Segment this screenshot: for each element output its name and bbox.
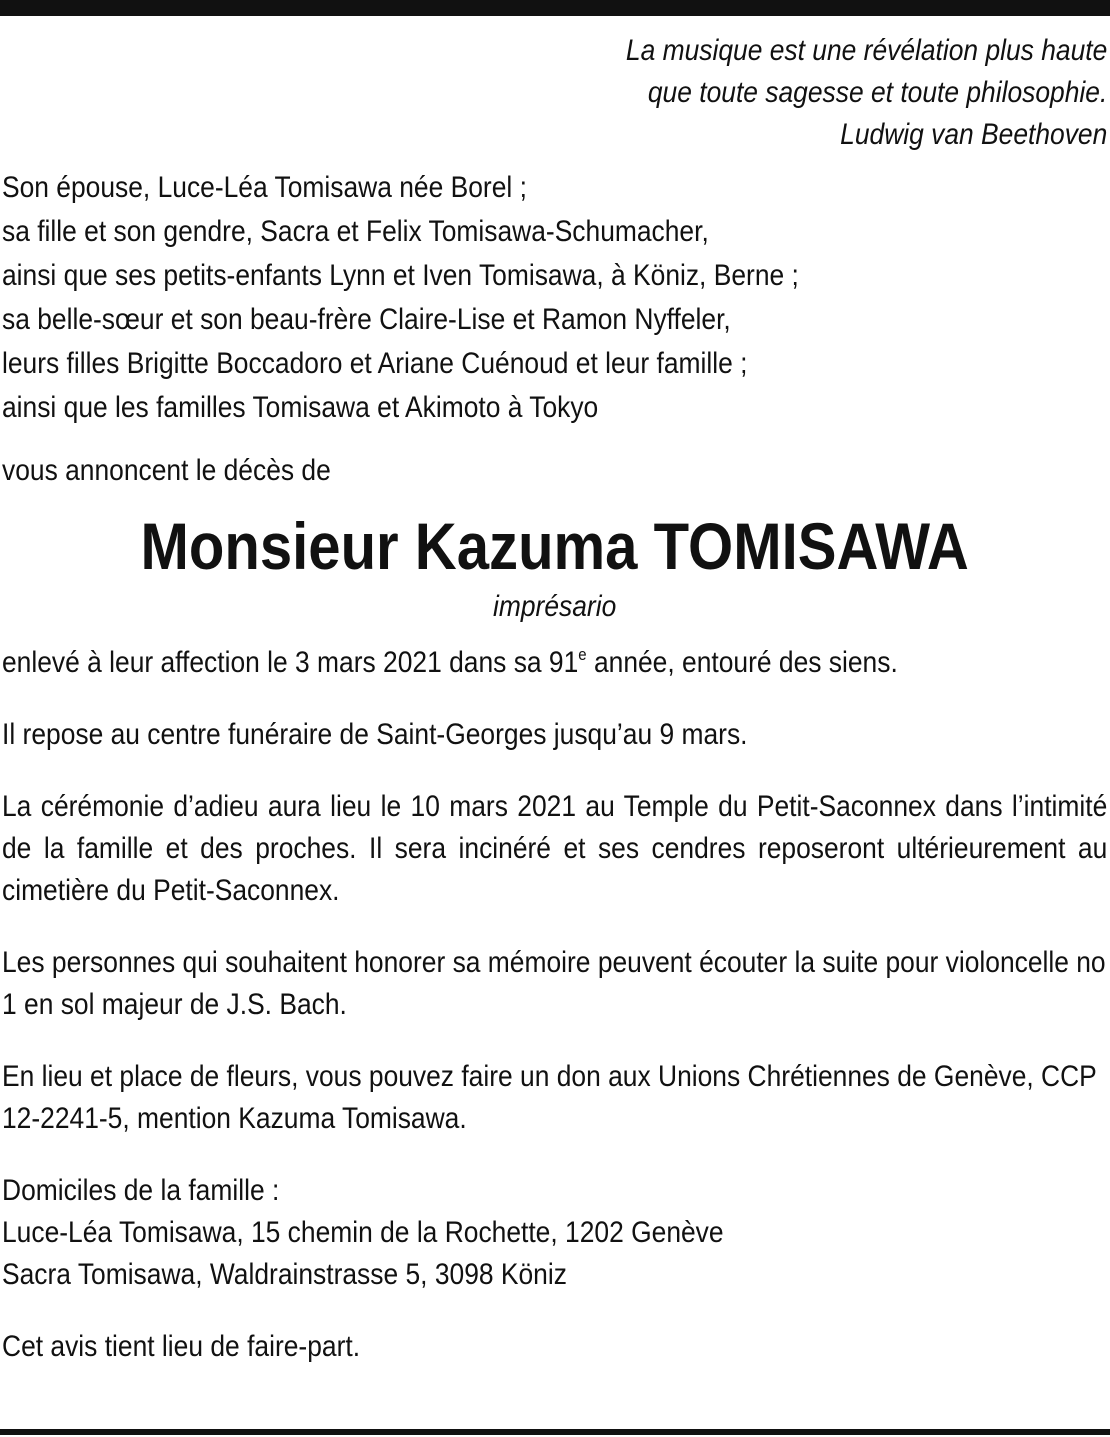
announcement: vous annoncent le décès de — [2, 454, 331, 487]
domicile-line: Sacra Tomisawa, Waldrainstrasse 5, 3098 Köniz — [2, 1258, 567, 1291]
death-statement — [2, 642, 1107, 684]
notice-content — [2, 30, 1107, 1368]
ceremony-paragraph: La cérémonie d’adieu aura lieu le 10 mars 2021 au Temple du Petit-Saconnex dans l’intimité de la famille et des proches. Il sera incinéré et ses cendres reposeront ultérieurement au cimetière du Petit-Saconnex. — [2, 790, 1108, 907]
top-rule — [0, 0, 1110, 16]
epigraph-quote — [2, 30, 1107, 156]
family-list — [2, 166, 1107, 430]
bottom-rule — [0, 1429, 1110, 1435]
family-line: sa belle-sœur et son beau-frère Claire-Lise et Ramon Nyffeler, — [2, 303, 731, 336]
family-line: sa fille et son gendre, Sacra et Felix Tomisawa-Schumacher, — [2, 215, 709, 248]
family-line: ainsi que ses petits-enfants Lynn et Iven Tomisawa, à Köniz, Berne ; — [2, 259, 799, 292]
family-line: Son épouse, Luce-Léa Tomisawa née Borel ; — [2, 171, 527, 204]
repose-paragraph: Il repose au centre funéraire de Saint-Georges jusqu’au 9 mars. — [2, 718, 748, 751]
family-line: leurs filles Brigitte Boccadoro et Ariane Cuénoud et leur famille ; — [2, 347, 748, 380]
death-text-after: année, entouré des siens. — [586, 646, 898, 679]
death-text-before: enlevé à leur affection le 3 mars 2021 dans sa 91 — [2, 646, 579, 679]
domiciles-title: Domiciles de la famille : — [2, 1174, 280, 1207]
closing-line: Cet avis tient lieu de faire-part. — [2, 1330, 361, 1363]
deceased-name: Monsieur Kazuma TOMISAWA — [140, 509, 969, 583]
domicile-line: Luce-Léa Tomisawa, 15 chemin de la Rochette, 1202 Genève — [2, 1216, 724, 1249]
quote-author: Ludwig van Beethoven — [840, 118, 1108, 151]
domiciles-section — [2, 1170, 1107, 1296]
donation-paragraph: En lieu et place de fleurs, vous pouvez faire un don aux Unions Chrétiennes de Genève, CCP 12-2241-5, mention Kazuma Tomisawa. — [2, 1060, 1097, 1135]
ordinal-suffix: e — [578, 645, 587, 664]
quote-line-1: La musique est une révélation plus haute — [625, 34, 1108, 67]
deceased-role: imprésario — [493, 590, 617, 623]
quote-line-2: que toute sagesse et toute philosophie. — [647, 76, 1108, 109]
family-line: ainsi que les familles Tomisawa et Akimoto à Tokyo — [2, 391, 599, 424]
music-paragraph: Les personnes qui souhaitent honorer sa mémoire peuvent écouter la suite pour violoncelle no 1 en sol majeur de J.S. Bach. — [2, 946, 1106, 1021]
